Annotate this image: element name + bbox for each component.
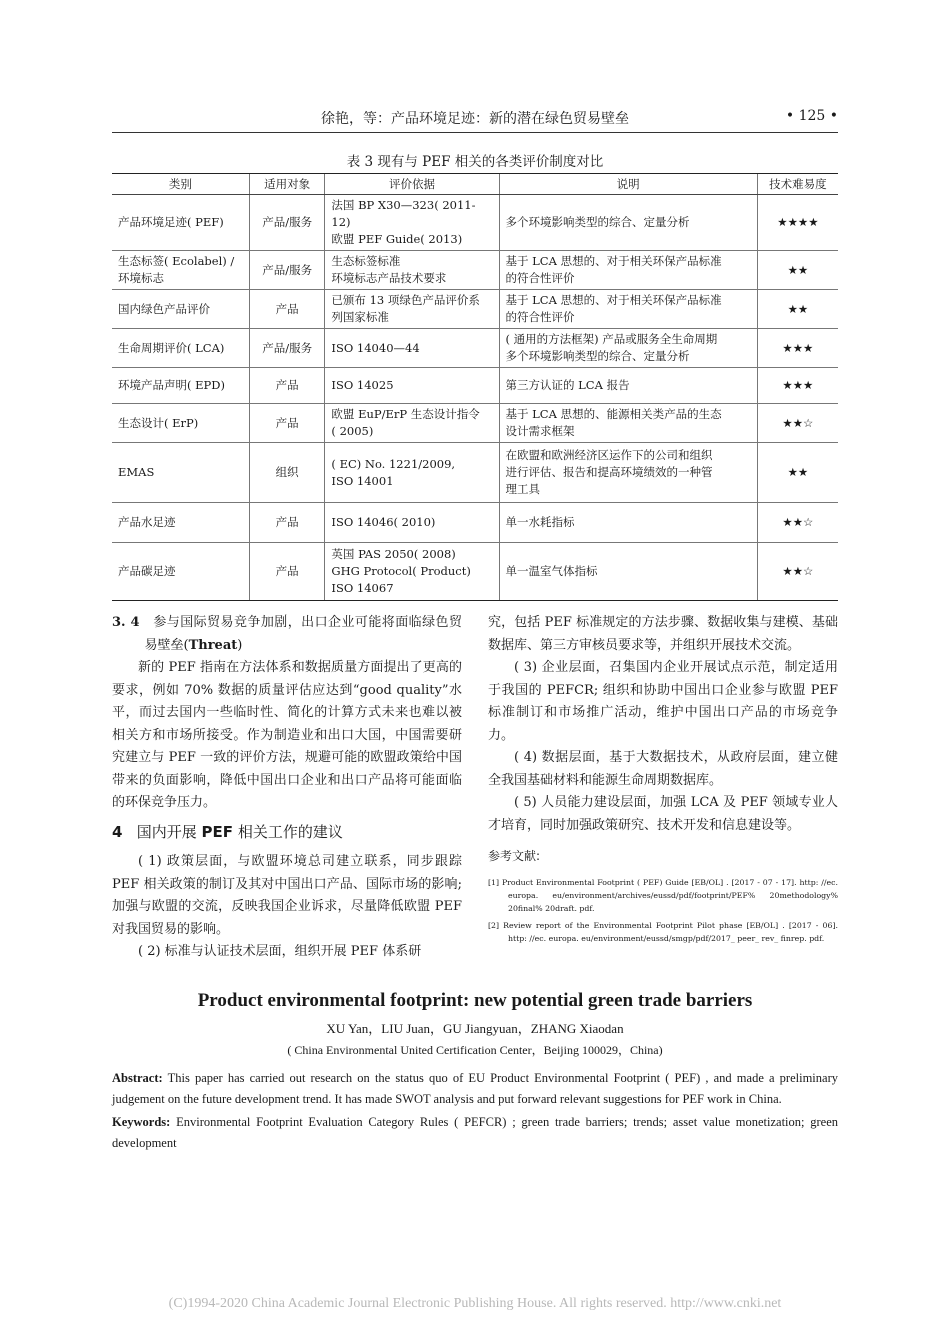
table-cell: 单一温室气体指标 bbox=[499, 543, 757, 601]
table-row bbox=[112, 443, 838, 503]
table-cell: 英国 PAS 2050( 2008) GHG Protocol( Product) ISO 14067 bbox=[325, 543, 499, 601]
english-affiliation: ( China Environmental United Certification Center，Beijing 100029，China) bbox=[287, 1043, 663, 1057]
paragraph: ( 4) 数据层面，基于大数据技术，从政府层面，建立健全我国基础材料和能源生命周期数据库。 bbox=[488, 750, 838, 788]
paragraph: ( 2) 标准与认证技术层面，组织开展 PEF 体系研 bbox=[138, 944, 422, 959]
table-cell: ★★ bbox=[757, 251, 838, 290]
table-cell: ★★☆ bbox=[757, 503, 838, 543]
paragraph: ( 1) 政策层面，与欧盟环境总司建立联系，同步跟踪 PEF 相关政策的制订及其对中国出口产品、国际市场的影响; 加强与欧盟的交流，反映我国企业诉求，尽量降低欧盟 PEF 对我国贸易的影响。 bbox=[112, 854, 462, 937]
column-header: 技术难易度 bbox=[757, 174, 838, 195]
column-header: 说明 bbox=[499, 174, 757, 195]
table-cell: 环境产品声明( EPD) bbox=[112, 368, 249, 404]
table-row bbox=[112, 368, 838, 404]
column-header: 评价依据 bbox=[325, 174, 499, 195]
table-cell: 产品/服务 bbox=[249, 195, 325, 251]
table-cell: 已颁布 13 项绿色产品评价系 列国家标准 bbox=[325, 290, 499, 329]
table-caption: 表 3 现有与 PEF 相关的各类评价制度对比 bbox=[346, 154, 604, 170]
table-cell: ( 通用的方法框架) 产品或服务全生命周期 多个环境影响类型的综合、定量分析 bbox=[499, 329, 757, 368]
subsection-heading: 3. 4 参与国际贸易竞争加剧，出口企业可能将面临绿色贸易壁垒(Threat) bbox=[112, 615, 462, 653]
table-cell: 欧盟 EuP/ErP 生态设计指令 ( 2005) bbox=[325, 404, 499, 443]
comparison-table bbox=[112, 173, 838, 601]
running-header bbox=[112, 104, 838, 130]
table-header-row bbox=[112, 174, 838, 195]
table-cell: 生命周期评价( LCA) bbox=[112, 329, 249, 368]
table-cell: ★★★★ bbox=[757, 195, 838, 251]
table-cell: 国内绿色产品评价 bbox=[112, 290, 249, 329]
page-number: • 125 • bbox=[785, 108, 838, 124]
table-row bbox=[112, 503, 838, 543]
reference-item: [2] Review report of the Environmental Footprint Pilot phase [EB/OL] . [2017 - 06]. http: //ec. europa. eu/environment/eussd/smgp/pdf/2017_ peer_ rev_ finrep. pdf. bbox=[488, 920, 838, 943]
keywords: Keywords: Environmental Footprint Evaluation Category Rules ( PEFCR) ; green trade barriers; trends; asset value monetization; green development bbox=[112, 1115, 838, 1150]
table-cell: 生态标签( Ecolabel) / 环境标志 bbox=[112, 251, 249, 290]
table-cell: ISO 14046( 2010) bbox=[325, 503, 499, 543]
reference-item: [1] Product Environmental Footprint ( PEF) Guide [EB/OL] . [2017 - 07 - 17]. http: //ec. europa. eu/environment/archives/eussd/pdf/footprint/PEF% 20methodology% 20final% 20draft. pdf. bbox=[488, 877, 838, 913]
table-cell: 基于 LCA 思想的、能源相关类产品的生态 设计需求框架 bbox=[499, 404, 757, 443]
table-cell: 在欧盟和欧洲经济区运作下的公司和组织 进行评估、报告和提高环境绩效的一种管 理工具 bbox=[499, 443, 757, 503]
table-row bbox=[112, 329, 838, 368]
table-cell: 单一水耗指标 bbox=[499, 503, 757, 543]
table-cell: ★★☆ bbox=[757, 543, 838, 601]
table-cell: 法国 BP X30—323( 2011-12) 欧盟 PEF Guide( 2013) bbox=[325, 195, 499, 251]
left-column bbox=[112, 612, 462, 964]
table-cell: 组织 bbox=[249, 443, 325, 503]
table-cell: 基于 LCA 思想的、对于相关环保产品标准 的符合性评价 bbox=[499, 251, 757, 290]
english-authors: XU Yan，LIU Juan，GU Jiangyuan，ZHANG Xiaodan bbox=[326, 1021, 624, 1036]
table-cell: 生态标签标准 环境标志产品技术要求 bbox=[325, 251, 499, 290]
table-cell: 产品/服务 bbox=[249, 251, 325, 290]
paragraph: 新的 PEF 指南在方法体系和数据质量方面提出了更高的要求，例如 70% 数据的质量评估应达到“good quality”水平，而过去国内一些临时性、简化的计算方式未来也难以被相关方和市场所接受。作为制造业和出口大国，中国需要研究建立与 PEF 一致的评价方法，规避可能的欧盟政策给中国带来的负面影响，降低中国出口企业和出口产品将可能面临的环保竞争压力。 bbox=[112, 660, 462, 810]
table-row bbox=[112, 251, 838, 290]
table-cell: ( EC) No. 1221/2009, ISO 14001 bbox=[325, 443, 499, 503]
table-cell: ★★★ bbox=[757, 329, 838, 368]
english-abstract-block bbox=[112, 1068, 838, 1156]
right-column bbox=[488, 612, 838, 949]
table-cell: 多个环境影响类型的综合、定量分析 bbox=[499, 195, 757, 251]
table-row bbox=[112, 290, 838, 329]
table-cell: ISO 14040—44 bbox=[325, 329, 499, 368]
table-row bbox=[112, 404, 838, 443]
table-cell: EMAS bbox=[112, 443, 249, 503]
paragraph: 究，包括 PEF 标准规定的方法步骤、数据收集与建模、基础数据库、第三方审核员要求等，并组织开展技术交流。 bbox=[488, 615, 838, 653]
copyright-footer: (C)1994-2020 China Academic Journal Electronic Publishing House. All rights reserved. http://www.cnki.net bbox=[168, 1296, 782, 1311]
table-cell: 产品/服务 bbox=[249, 329, 325, 368]
paragraph: ( 3) 企业层面，召集国内企业开展试点示范，制定适用于我国的 PEFCR; 组织和协助中国出口企业参与欧盟 PEF 标准制订和市场推广活动，维护中国出口产品的市场竞争力。 bbox=[488, 660, 838, 743]
table-cell: ★★☆ bbox=[757, 404, 838, 443]
table-cell: 基于 LCA 思想的、对于相关环保产品标准 的符合性评价 bbox=[499, 290, 757, 329]
table-cell: 产品 bbox=[249, 404, 325, 443]
references-heading: 参考文献: bbox=[488, 849, 541, 863]
section-heading: 4 国内开展 PEF 相关工作的建议 bbox=[112, 822, 343, 841]
table-cell: 产品 bbox=[249, 543, 325, 601]
abstract: Abstract: This paper has carried out research on the status quo of EU Product Environmental Footprint ( PEF) , and made a preliminary judgement on the future development trend. It has made SWOT analysis and put forward relevant suggestions for PEF work in China. bbox=[112, 1071, 838, 1106]
table-row bbox=[112, 195, 838, 251]
table-cell: 第三方认证的 LCA 报告 bbox=[499, 368, 757, 404]
table-cell: ★★ bbox=[757, 290, 838, 329]
column-header: 类别 bbox=[112, 174, 249, 195]
paragraph: ( 5) 人员能力建设层面，加强 LCA 及 PEF 领域专业人才培育，同时加强政策研究、技术开发和信息建设等。 bbox=[488, 795, 838, 833]
table-cell: 产品 bbox=[249, 368, 325, 404]
table-cell: 产品环境足迹( PEF) bbox=[112, 195, 249, 251]
header-rule bbox=[112, 132, 838, 133]
column-header: 适用对象 bbox=[249, 174, 325, 195]
table-cell: 产品 bbox=[249, 290, 325, 329]
table-cell: ISO 14025 bbox=[325, 368, 499, 404]
running-title: 徐艳，等：产品环境足迹：新的潜在绿色贸易壁垒 bbox=[321, 111, 629, 127]
english-title: Product environmental footprint: new potential green trade barriers bbox=[197, 990, 753, 1011]
table-cell: 产品 bbox=[249, 503, 325, 543]
table-cell: ★★ bbox=[757, 443, 838, 503]
table-row bbox=[112, 543, 838, 601]
table-cell: 产品水足迹 bbox=[112, 503, 249, 543]
table-cell: 产品碳足迹 bbox=[112, 543, 249, 601]
table-cell: 生态设计( ErP) bbox=[112, 404, 249, 443]
table-cell: ★★★ bbox=[757, 368, 838, 404]
